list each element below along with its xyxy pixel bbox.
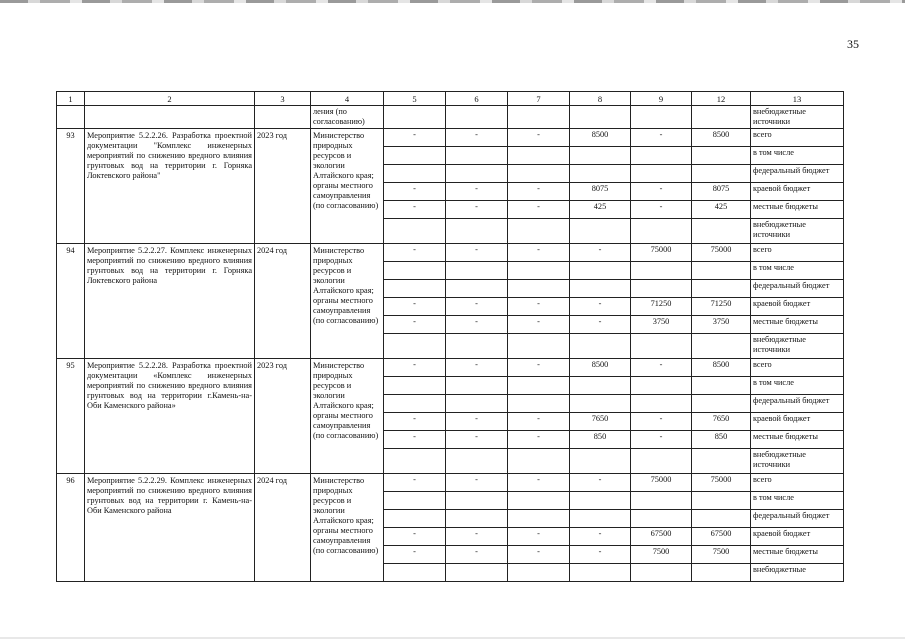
value-cell-c8 <box>570 449 631 474</box>
header-cell: 4 <box>311 92 384 106</box>
value-cell-c6: - <box>446 413 508 431</box>
value-cell-c5 <box>384 449 446 474</box>
value-cell-c12 <box>692 165 751 183</box>
value-cell-c9 <box>631 280 692 298</box>
value-cell-c12 <box>692 147 751 165</box>
header-cell: 8 <box>570 92 631 106</box>
value-cell-c5 <box>384 165 446 183</box>
value-cell-c8: - <box>570 298 631 316</box>
value-cell-c7: - <box>508 359 570 377</box>
value-cell-c9 <box>631 377 692 395</box>
funding-source: в том числе <box>751 262 844 280</box>
value-cell-c7: - <box>508 244 570 262</box>
cell-source: внебюджетные источники <box>751 106 844 129</box>
value-cell-c7 <box>508 262 570 280</box>
cell-responsible: ления (по согласованию) <box>311 106 384 129</box>
funding-source: в том числе <box>751 492 844 510</box>
value-cell-c6 <box>446 377 508 395</box>
funding-source: федеральный бюджет <box>751 510 844 528</box>
value-cell-c6: - <box>446 201 508 219</box>
value-cell-c8 <box>570 510 631 528</box>
value-cell-c8: - <box>570 316 631 334</box>
header-cell: 2 <box>85 92 255 106</box>
funding-source: всего <box>751 359 844 377</box>
value-cell-c8: 425 <box>570 201 631 219</box>
value-cell-c9: 71250 <box>631 298 692 316</box>
value-cell-c8 <box>570 395 631 413</box>
value-cell-c5: - <box>384 201 446 219</box>
value-cell-c6: - <box>446 431 508 449</box>
value-cell-c9: - <box>631 201 692 219</box>
cell-desc <box>85 106 255 129</box>
value-cell-c6 <box>446 334 508 359</box>
value-cell-c5 <box>384 280 446 298</box>
value-cell-c9: 75000 <box>631 474 692 492</box>
value-cell-c12: 71250 <box>692 298 751 316</box>
value-cell-c7 <box>508 510 570 528</box>
value-cell-c6: - <box>446 129 508 147</box>
value-cell-c12 <box>692 395 751 413</box>
value-cell-c12 <box>692 564 751 582</box>
measure-year: 2023 год <box>255 129 311 244</box>
value-cell-c5: - <box>384 298 446 316</box>
measure-description: Мероприятие 5.2.2.27. Комплекс инженерных мероприятий по снижению вредного влияния грунтовых вод на территории г. Горняка Локтевского района <box>85 244 255 359</box>
scan-artifact <box>0 0 905 3</box>
value-cell-c12 <box>692 219 751 244</box>
cell-col9 <box>631 106 692 129</box>
funding-source: внебюджетные <box>751 564 844 582</box>
value-cell-c6 <box>446 219 508 244</box>
responsible-party: Министерство природных ресурсов и экологии Алтайского края; органы местного самоуправления (по согласованию) <box>311 129 384 244</box>
value-cell-c8: 8500 <box>570 129 631 147</box>
value-cell-c7 <box>508 219 570 244</box>
funding-source: всего <box>751 474 844 492</box>
value-cell-c5 <box>384 510 446 528</box>
value-cell-c12 <box>692 262 751 280</box>
value-cell-c12: 8500 <box>692 129 751 147</box>
value-cell-c7: - <box>508 316 570 334</box>
value-cell-c9: - <box>631 413 692 431</box>
value-cell-c12: 75000 <box>692 474 751 492</box>
cell-num <box>57 106 85 129</box>
funding-table <box>56 91 844 582</box>
value-cell-c12: 75000 <box>692 244 751 262</box>
value-cell-c12 <box>692 492 751 510</box>
value-cell-c7 <box>508 449 570 474</box>
value-cell-c8 <box>570 280 631 298</box>
value-cell-c12: 67500 <box>692 528 751 546</box>
funding-source: федеральный бюджет <box>751 280 844 298</box>
value-cell-c9 <box>631 219 692 244</box>
value-cell-c12: 425 <box>692 201 751 219</box>
value-cell-c8 <box>570 262 631 280</box>
value-cell-c6 <box>446 147 508 165</box>
value-cell-c8 <box>570 165 631 183</box>
funding-source: внебюджетные источники <box>751 219 844 244</box>
value-cell-c12 <box>692 510 751 528</box>
funding-source: внебюджетные источники <box>751 449 844 474</box>
value-cell-c5: - <box>384 431 446 449</box>
value-cell-c9 <box>631 395 692 413</box>
header-row <box>57 92 844 106</box>
header-cell: 3 <box>255 92 311 106</box>
value-cell-c5 <box>384 262 446 280</box>
value-cell-c5 <box>384 395 446 413</box>
header-cell: 9 <box>631 92 692 106</box>
value-cell-c7: - <box>508 431 570 449</box>
value-cell-c9 <box>631 492 692 510</box>
value-cell-c6 <box>446 564 508 582</box>
measure-year: 2024 год <box>255 474 311 582</box>
value-cell-c7: - <box>508 298 570 316</box>
value-cell-c5: - <box>384 474 446 492</box>
value-cell-c9 <box>631 147 692 165</box>
value-cell-c12: 7500 <box>692 546 751 564</box>
table-row <box>57 474 844 492</box>
header-cell: 6 <box>446 92 508 106</box>
value-cell-c5 <box>384 492 446 510</box>
header-cell: 13 <box>751 92 844 106</box>
value-cell-c6 <box>446 262 508 280</box>
value-cell-c7 <box>508 147 570 165</box>
funding-source: местные бюджеты <box>751 316 844 334</box>
value-cell-c8: - <box>570 474 631 492</box>
value-cell-c8 <box>570 564 631 582</box>
value-cell-c12: 850 <box>692 431 751 449</box>
table-row <box>57 244 844 262</box>
value-cell-c8: - <box>570 528 631 546</box>
value-cell-c7 <box>508 564 570 582</box>
funding-source: в том числе <box>751 377 844 395</box>
value-cell-c7 <box>508 492 570 510</box>
row-number: 93 <box>57 129 85 244</box>
table-row <box>57 129 844 147</box>
funding-source: в том числе <box>751 147 844 165</box>
value-cell-c7 <box>508 395 570 413</box>
value-cell-c9: 3750 <box>631 316 692 334</box>
value-cell-c9: - <box>631 431 692 449</box>
value-cell-c12: 8500 <box>692 359 751 377</box>
value-cell-c5 <box>384 219 446 244</box>
value-cell-c8: 850 <box>570 431 631 449</box>
continuation-row <box>57 106 844 129</box>
value-cell-c9 <box>631 334 692 359</box>
value-cell-c7 <box>508 334 570 359</box>
value-cell-c8 <box>570 334 631 359</box>
value-cell-c5: - <box>384 359 446 377</box>
funding-source: местные бюджеты <box>751 201 844 219</box>
value-cell-c5: - <box>384 183 446 201</box>
value-cell-c8 <box>570 492 631 510</box>
value-cell-c12 <box>692 280 751 298</box>
value-cell-c7: - <box>508 413 570 431</box>
value-cell-c5 <box>384 377 446 395</box>
value-cell-c6: - <box>446 359 508 377</box>
measure-description: Мероприятие 5.2.2.28. Разработка проектной документации «Комплекс инженерных мероприятий по снижению вредного влияния грунтовых вод на территории г.Камень-на-Оби Каменского района» <box>85 359 255 474</box>
value-cell-c7 <box>508 165 570 183</box>
value-cell-c6: - <box>446 546 508 564</box>
value-cell-c12: 8075 <box>692 183 751 201</box>
value-cell-c12: 7650 <box>692 413 751 431</box>
funding-source: внебюджетные источники <box>751 334 844 359</box>
measure-year: 2024 год <box>255 244 311 359</box>
funding-source: краевой бюджет <box>751 413 844 431</box>
value-cell-c6: - <box>446 298 508 316</box>
value-cell-c6: - <box>446 528 508 546</box>
value-cell-c7: - <box>508 474 570 492</box>
funding-source: федеральный бюджет <box>751 165 844 183</box>
value-cell-c9: - <box>631 359 692 377</box>
value-cell-c6 <box>446 449 508 474</box>
value-cell-c7: - <box>508 546 570 564</box>
value-cell-c7: - <box>508 129 570 147</box>
value-cell-c6: - <box>446 316 508 334</box>
value-cell-c6: - <box>446 244 508 262</box>
funding-source: краевой бюджет <box>751 528 844 546</box>
value-cell-c9 <box>631 510 692 528</box>
cell-col12 <box>692 106 751 129</box>
cell-col7 <box>508 106 570 129</box>
value-cell-c8: 8500 <box>570 359 631 377</box>
page-number: 35 <box>847 37 859 51</box>
value-cell-c9: 75000 <box>631 244 692 262</box>
value-cell-c12 <box>692 334 751 359</box>
value-cell-c9: - <box>631 129 692 147</box>
funding-source: краевой бюджет <box>751 298 844 316</box>
value-cell-c12 <box>692 377 751 395</box>
value-cell-c6 <box>446 165 508 183</box>
funding-source: федеральный бюджет <box>751 395 844 413</box>
value-cell-c6 <box>446 492 508 510</box>
funding-source: местные бюджеты <box>751 431 844 449</box>
cell-year <box>255 106 311 129</box>
value-cell-c5: - <box>384 528 446 546</box>
value-cell-c8: 8075 <box>570 183 631 201</box>
funding-source: всего <box>751 129 844 147</box>
value-cell-c7: - <box>508 528 570 546</box>
value-cell-c9: 67500 <box>631 528 692 546</box>
value-cell-c12 <box>692 449 751 474</box>
value-cell-c8: - <box>570 546 631 564</box>
value-cell-c9: - <box>631 183 692 201</box>
value-cell-c5: - <box>384 316 446 334</box>
responsible-party: Министерство природных ресурсов и экологии Алтайского края; органы местного самоуправления (по согласованию) <box>311 359 384 474</box>
value-cell-c8 <box>570 147 631 165</box>
value-cell-c9 <box>631 449 692 474</box>
row-number: 94 <box>57 244 85 359</box>
header-cell: 5 <box>384 92 446 106</box>
responsible-party: Министерство природных ресурсов и экологии Алтайского края; органы местного самоуправления (по согласованию) <box>311 244 384 359</box>
funding-source: местные бюджеты <box>751 546 844 564</box>
value-cell-c7 <box>508 377 570 395</box>
value-cell-c5 <box>384 564 446 582</box>
value-cell-c5 <box>384 334 446 359</box>
value-cell-c7: - <box>508 183 570 201</box>
header-cell: 12 <box>692 92 751 106</box>
funding-source: краевой бюджет <box>751 183 844 201</box>
table-row <box>57 359 844 377</box>
cell-col8 <box>570 106 631 129</box>
value-cell-c9: 7500 <box>631 546 692 564</box>
value-cell-c6 <box>446 280 508 298</box>
value-cell-c7 <box>508 280 570 298</box>
funding-source: всего <box>751 244 844 262</box>
value-cell-c7: - <box>508 201 570 219</box>
cell-col6 <box>446 106 508 129</box>
row-number: 95 <box>57 359 85 474</box>
value-cell-c12: 3750 <box>692 316 751 334</box>
value-cell-c6: - <box>446 183 508 201</box>
value-cell-c6 <box>446 510 508 528</box>
value-cell-c5 <box>384 147 446 165</box>
value-cell-c6: - <box>446 474 508 492</box>
measure-description: Мероприятие 5.2.2.29. Комплекс инженерных мероприятий по снижению вредного влияния грунтовых вод на территории г. Камень-на-Оби Каменского района <box>85 474 255 582</box>
value-cell-c5: - <box>384 413 446 431</box>
row-number: 96 <box>57 474 85 582</box>
value-cell-c9 <box>631 262 692 280</box>
measure-description: Мероприятие 5.2.2.26. Разработка проектной документации "Комплекс инженерных мероприятий по снижению вредного влияния грунтовых вод на территории г. Горняка Локтевского района" <box>85 129 255 244</box>
measure-year: 2023 год <box>255 359 311 474</box>
value-cell-c8 <box>570 219 631 244</box>
value-cell-c8: - <box>570 244 631 262</box>
value-cell-c9 <box>631 165 692 183</box>
value-cell-c6 <box>446 395 508 413</box>
value-cell-c5: - <box>384 129 446 147</box>
cell-col5 <box>384 106 446 129</box>
header-cell: 1 <box>57 92 85 106</box>
value-cell-c5: - <box>384 244 446 262</box>
header-cell: 7 <box>508 92 570 106</box>
value-cell-c8 <box>570 377 631 395</box>
value-cell-c9 <box>631 564 692 582</box>
value-cell-c5: - <box>384 546 446 564</box>
responsible-party: Министерство природных ресурсов и экологии Алтайского края; органы местного самоуправления (по согласованию) <box>311 474 384 582</box>
value-cell-c8: 7650 <box>570 413 631 431</box>
